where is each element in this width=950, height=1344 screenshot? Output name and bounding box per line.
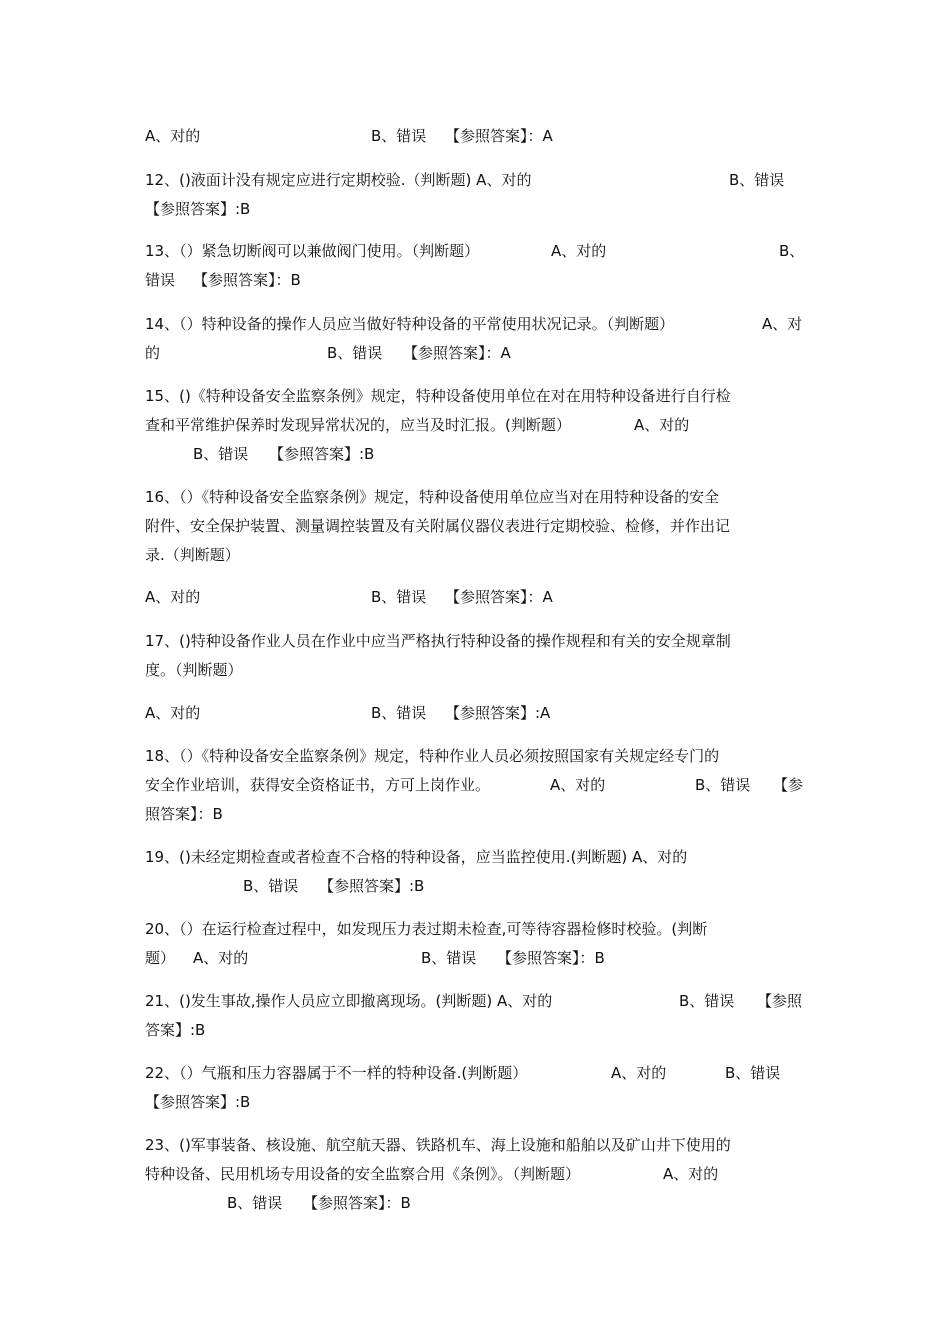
text-segment: 照答案】：B xyxy=(145,805,223,823)
question-q16-tail xyxy=(145,583,807,612)
text-line xyxy=(145,541,807,570)
text-segment: B、错误 xyxy=(327,344,383,362)
question-q15 xyxy=(145,382,807,469)
text-segment: 【参照答案】：A xyxy=(403,344,511,362)
text-line xyxy=(145,166,807,195)
text-line xyxy=(145,583,807,612)
question-q18 xyxy=(145,742,807,829)
text-segment: B、错误 xyxy=(729,171,785,189)
text-line xyxy=(145,382,807,411)
text-line xyxy=(145,656,807,685)
question-q12 xyxy=(145,166,807,224)
text-line xyxy=(145,987,807,1016)
text-segment: 答案】:B xyxy=(145,1021,206,1039)
text-segment: 16、（）《特种设备安全监察条例》规定，特种设备使用单位应当对在用特种设备的安全 xyxy=(145,488,720,506)
text-segment: B、错误 xyxy=(193,445,249,463)
text-segment: 【参照答案】：B xyxy=(497,949,605,967)
text-segment: 附件、安全保护装置、测量调控装置及有关附属仪器仪表进行定期校验、检修，并作出记 xyxy=(145,517,731,535)
text-line xyxy=(145,843,807,872)
text-segment: 特种设备、民用机场专用设备的安全监察合用《条例》。（判断题） xyxy=(145,1165,581,1183)
text-segment: 【参照答案】:B xyxy=(145,200,251,218)
text-line xyxy=(145,1088,807,1117)
text-line xyxy=(145,944,807,973)
text-segment: 【参照答案】：B xyxy=(193,271,301,289)
text-segment: 13、（）紧急切断阀可以兼做阀门使用。（判断题） xyxy=(145,242,480,260)
text-segment: 15、()《特种设备安全监察条例》规定，特种设备使用单位在对在用特种设备进行自行检 xyxy=(145,387,731,405)
text-segment: A、对的 xyxy=(145,127,201,145)
text-segment: 14、（）特种设备的操作人员应当做好特种设备的平常使用状况记录。（判断题） xyxy=(145,315,675,333)
text-line xyxy=(145,266,807,295)
text-segment: A、对的 xyxy=(145,588,201,606)
text-segment: A、对 xyxy=(762,315,803,333)
text-segment: A、对的 xyxy=(550,776,606,794)
text-line xyxy=(145,1059,807,1088)
text-segment: 【参照答案】:B xyxy=(319,877,425,895)
question-q21 xyxy=(145,987,807,1045)
text-line xyxy=(145,1189,807,1218)
text-segment: B、错误 xyxy=(227,1194,283,1212)
question-q11-tail xyxy=(145,122,807,151)
text-line xyxy=(145,122,807,151)
text-line xyxy=(145,512,807,541)
text-segment: 【参照答案】：A xyxy=(445,127,553,145)
text-segment: 【参照答案】:B xyxy=(145,1093,251,1111)
text-line xyxy=(145,1160,807,1189)
text-line xyxy=(145,237,807,266)
text-line xyxy=(145,771,807,800)
text-segment: 安全作业培训，获得安全资格证书，方可上岗作业。 xyxy=(145,776,491,794)
text-segment: B、错误 xyxy=(371,704,427,722)
text-line xyxy=(145,1131,807,1160)
question-q23 xyxy=(145,1131,807,1218)
text-segment: 19、()未经定期检查或者检查不合格的特种设备，应当监控使用.(判断题) A、对的 xyxy=(145,848,688,866)
text-line xyxy=(145,800,807,829)
text-segment: 22、（）气瓶和压力容器属于不一样的特种设备.(判断题） xyxy=(145,1064,528,1082)
text-segment: A、对的 xyxy=(663,1165,719,1183)
text-segment: 查和平常维护保养时发现异常状况的，应当及时汇报。(判断题） xyxy=(145,416,571,434)
question-q22 xyxy=(145,1059,807,1117)
text-line xyxy=(145,339,807,368)
text-segment: A、对的 xyxy=(611,1064,667,1082)
text-segment: 【参 xyxy=(773,776,804,794)
text-line xyxy=(145,483,807,512)
question-q16 xyxy=(145,483,807,570)
text-segment: B、错误 xyxy=(421,949,477,967)
text-segment: 【参照答案】：B xyxy=(303,1194,411,1212)
text-segment: 【参照答案】：A xyxy=(445,588,553,606)
text-line xyxy=(145,310,807,339)
text-segment: 的 xyxy=(145,344,161,362)
text-line xyxy=(145,1016,807,1045)
text-segment: 12、()液面计没有规定应进行定期校验.（判断题) A、对的 xyxy=(145,171,532,189)
text-line xyxy=(145,699,807,728)
question-q14 xyxy=(145,310,807,368)
text-segment: 17、()特种设备作业人员在作业中应当严格执行特种设备的操作规程和有关的安全规章制 xyxy=(145,632,731,650)
text-line xyxy=(145,440,807,469)
text-segment: B、错误 xyxy=(243,877,299,895)
text-line xyxy=(145,627,807,656)
text-line xyxy=(145,195,807,224)
text-line xyxy=(145,915,807,944)
text-segment: A、对的 xyxy=(551,242,607,260)
text-segment: 18、（）《特种设备安全监察条例》规定，特种作业人员必须按照国家有关规定经专门的 xyxy=(145,747,720,765)
text-segment: B、错误 xyxy=(725,1064,781,1082)
text-segment: 题） xyxy=(145,949,176,967)
text-segment: 21、()发生事故,操作人员应立即撤离现场。(判断题) A、对的 xyxy=(145,992,553,1010)
text-segment: A、对的 xyxy=(634,416,690,434)
question-q20 xyxy=(145,915,807,973)
question-q17 xyxy=(145,627,807,685)
text-line xyxy=(145,411,807,440)
text-segment: 录.（判断题） xyxy=(145,546,240,564)
text-segment: 度。（判断题） xyxy=(145,661,243,679)
text-segment: 23、()军事装备、核设施、航空航天器、铁路机车、海上设施和船舶以及矿山井下使用的 xyxy=(145,1136,731,1154)
text-segment: 【参照答案】:B xyxy=(269,445,375,463)
question-q19 xyxy=(145,843,807,901)
text-segment: 【参照 xyxy=(757,992,803,1010)
text-segment: B、错误 xyxy=(679,992,735,1010)
question-q17-tail xyxy=(145,699,807,728)
text-segment: A、对的 xyxy=(193,949,249,967)
text-segment: B、错误 xyxy=(371,127,427,145)
text-segment: 【参照答案】:A xyxy=(445,704,551,722)
text-line xyxy=(145,742,807,771)
text-segment: B、错误 xyxy=(695,776,751,794)
text-segment: 错误 xyxy=(145,271,176,289)
text-line xyxy=(145,872,807,901)
text-segment: B、错误 xyxy=(371,588,427,606)
text-segment: 20、（）在运行检查过程中，如发现压力表过期未检查,可等待容器检修时校验。(判断 xyxy=(145,920,708,938)
question-q13 xyxy=(145,237,807,295)
text-segment: A、对的 xyxy=(145,704,201,722)
text-segment: B、 xyxy=(779,242,805,260)
